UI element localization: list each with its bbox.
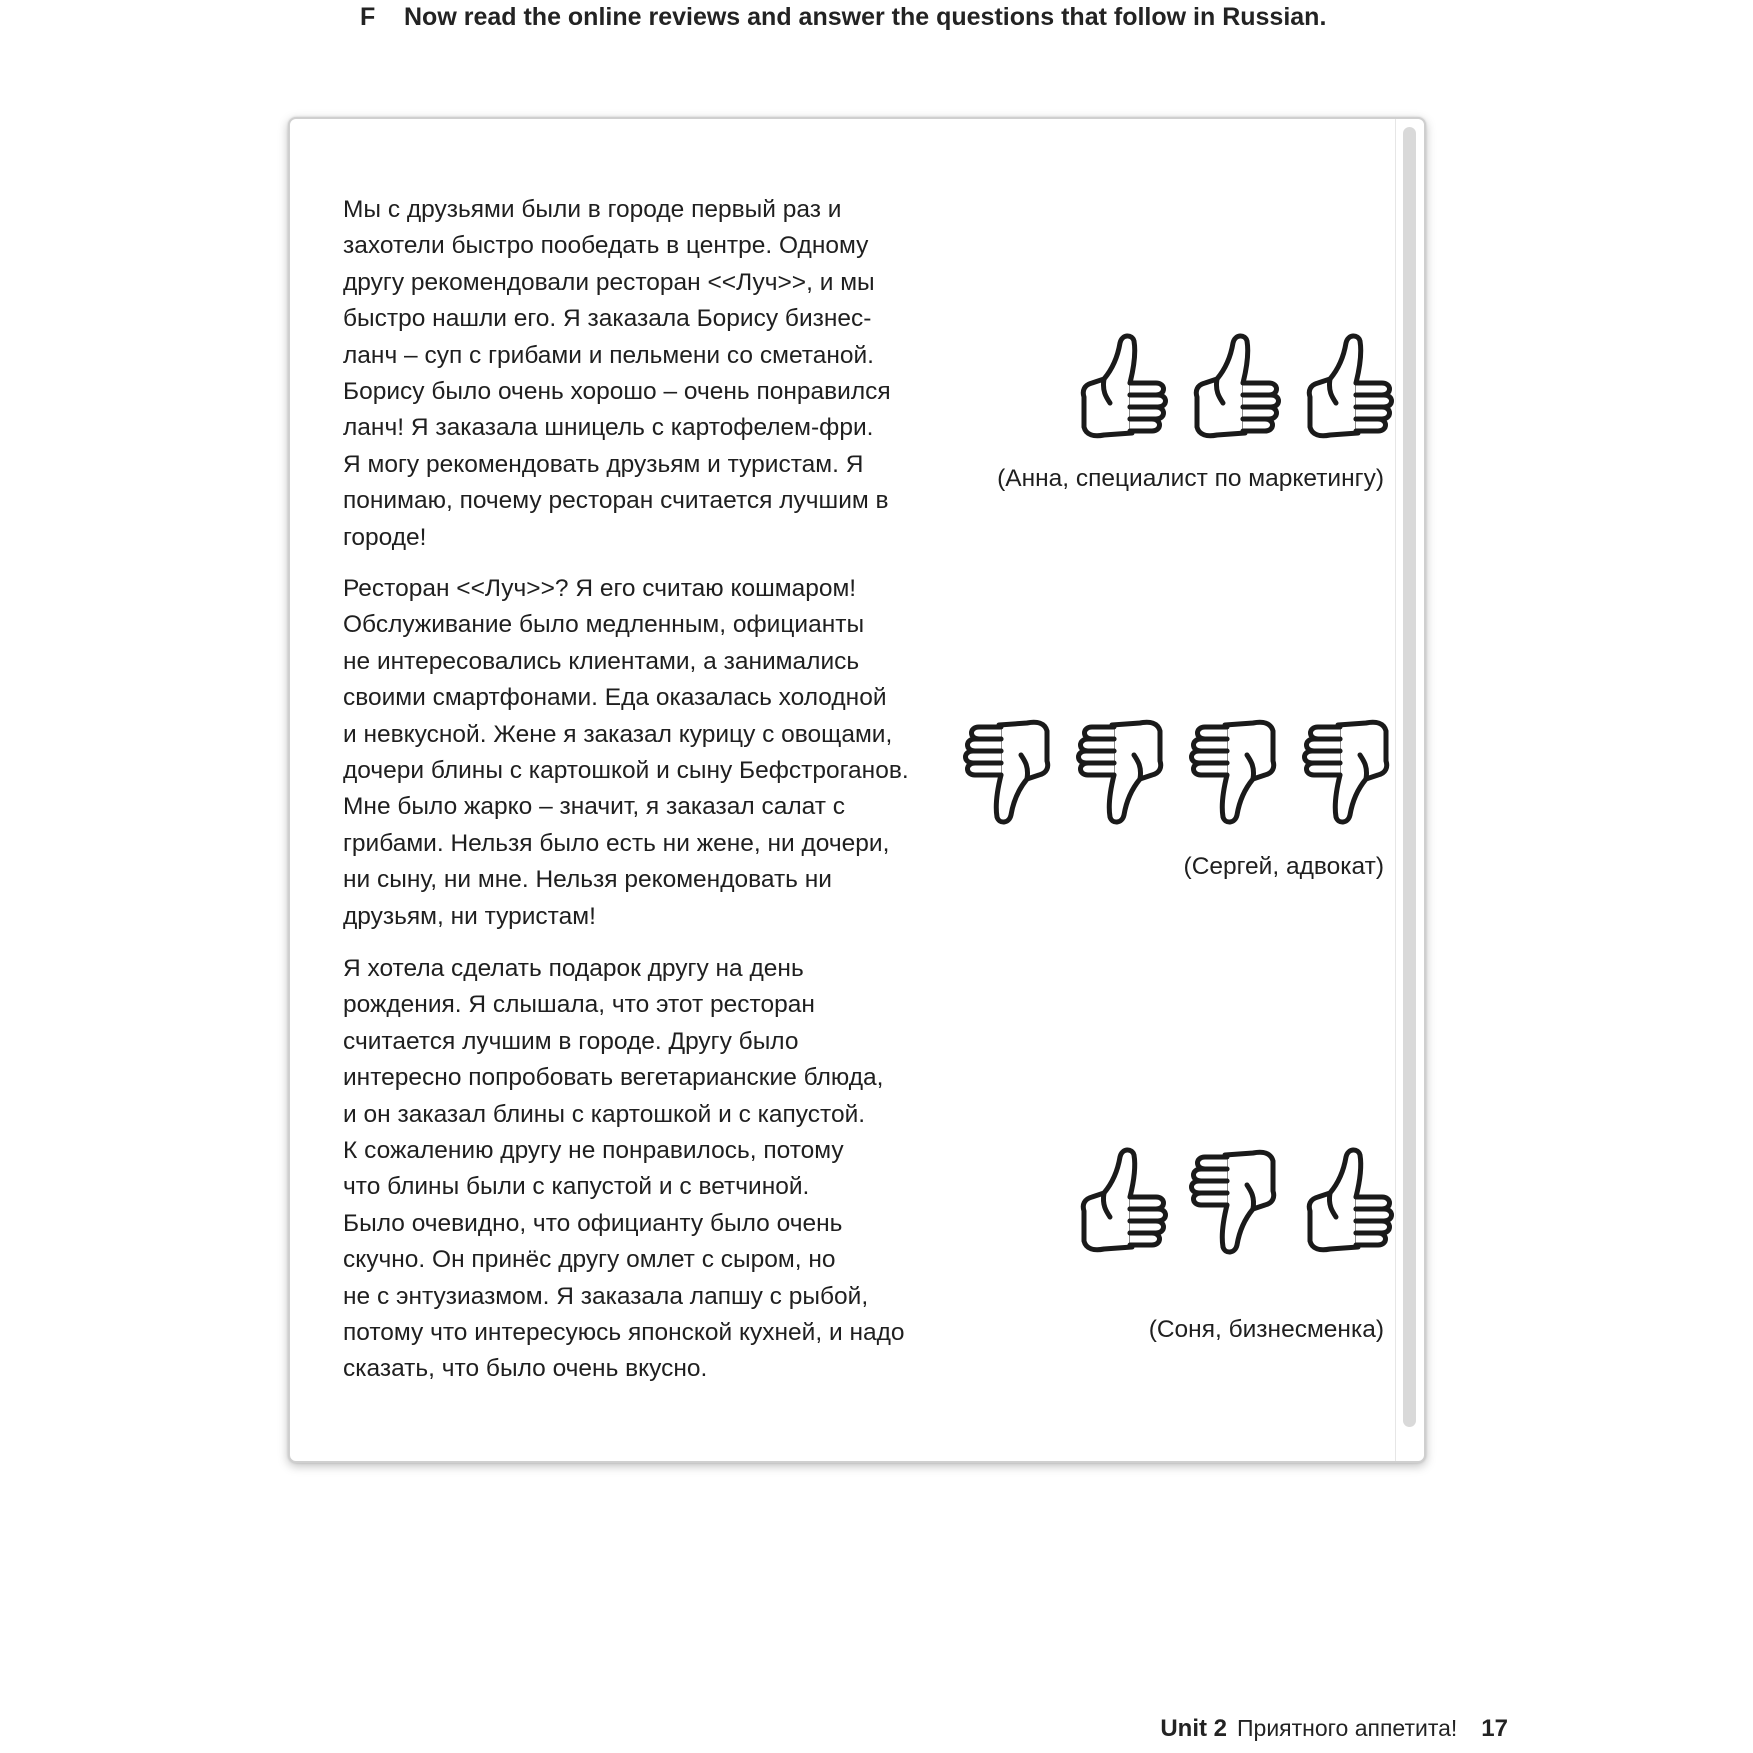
thumbs-down-icon bbox=[961, 715, 1057, 827]
thumbs-up-icon bbox=[1074, 1145, 1170, 1257]
review-line: ланч – суп с грибами и пельмени со сметаной. bbox=[343, 341, 874, 369]
scrollbar-thumb[interactable] bbox=[1403, 127, 1416, 1427]
review-line: К сожалению другу не понравилось, потому bbox=[343, 1137, 844, 1165]
exercise-letter: F bbox=[360, 2, 376, 31]
thumbs-up-icon bbox=[1074, 331, 1170, 443]
thumbs-down-icon bbox=[1187, 1145, 1283, 1257]
review-text-sergey bbox=[343, 571, 983, 935]
review-line: ланч! Я заказала шницель с картофелем-фри. bbox=[343, 414, 874, 442]
review-line: быстро нашли его. Я заказала Борису бизнес- bbox=[343, 305, 872, 333]
page-footer bbox=[1160, 1715, 1508, 1743]
review-text-anna bbox=[343, 192, 983, 556]
exercise-heading bbox=[360, 0, 1326, 34]
review-line: сказать, что было очень вкусно. bbox=[343, 1355, 708, 1383]
review-line: Мы с друзьями были в городе первый раз и bbox=[343, 196, 842, 223]
review-line: ни сыну, ни мне. Нельзя рекомендовать ни bbox=[343, 866, 832, 894]
review-line: понимаю, почему ресторан считается лучшим в bbox=[343, 487, 889, 515]
rating-anna bbox=[1074, 331, 1396, 443]
page-number: 17 bbox=[1481, 1715, 1508, 1742]
review-line: интересно попробовать вегетарианские блюда, bbox=[343, 1064, 884, 1092]
thumbs-up-icon bbox=[1300, 1145, 1396, 1257]
review-line: городе! bbox=[343, 523, 427, 551]
rating-sonya bbox=[1074, 1145, 1396, 1257]
review-line: Обслуживание было медленным, официанты bbox=[343, 611, 865, 639]
exercise-instruction: Now read the online reviews and answer the questions that follow in Russian. bbox=[404, 2, 1327, 31]
review-line: другу рекомендовали ресторан <<Луч>>, и мы bbox=[343, 268, 875, 296]
review-window bbox=[288, 117, 1426, 1463]
thumbs-down-icon bbox=[1074, 715, 1170, 827]
thumbs-up-icon bbox=[1187, 331, 1283, 443]
review-line: своими смартфонами. Еда оказалась холодной bbox=[343, 684, 887, 712]
review-line: и он заказал блины с картошкой и с капустой. bbox=[343, 1100, 866, 1128]
thumbs-down-icon bbox=[1187, 715, 1283, 827]
review-line: Было очевидно, что официанту было очень bbox=[343, 1209, 843, 1237]
rating-sergey bbox=[961, 715, 1396, 827]
footer-unit-title: Приятного аппетита! bbox=[1237, 1715, 1458, 1741]
review-line: не интересовались клиентами, а занимались bbox=[343, 647, 860, 675]
review-line: Ресторан <<Луч>>? Я его считаю кошмаром! bbox=[343, 575, 857, 602]
review-line: Мне было жарко – значит, я заказал салат с bbox=[343, 793, 845, 821]
scrollbar[interactable] bbox=[1395, 119, 1424, 1461]
review-line: что блины были с капустой и с ветчиной. bbox=[343, 1173, 810, 1201]
review-line: скучно. Он принёс другу омлет с сыром, но bbox=[343, 1246, 836, 1274]
review-line: дочери блины с картошкой и сыну Бефстроганов. bbox=[343, 757, 909, 785]
review-author-anna: (Анна, специалист по маркетингу) bbox=[997, 465, 1384, 492]
thumbs-up-icon bbox=[1300, 331, 1396, 443]
review-text-sonya bbox=[343, 951, 983, 1388]
review-line: потому что интересуюсь японской кухней, и надо bbox=[343, 1319, 905, 1347]
thumbs-down-icon bbox=[1300, 715, 1396, 827]
review-line: захотели быстро пообедать в центре. Одному bbox=[343, 232, 869, 260]
review-line: друзьям, ни туристам! bbox=[343, 902, 596, 930]
review-author-sonya: (Соня, бизнесменка) bbox=[1148, 1316, 1384, 1343]
review-line: считается лучшим в городе. Другу было bbox=[343, 1027, 799, 1055]
review-author-sergey: (Сергей, адвокат) bbox=[1183, 853, 1384, 880]
review-line: и невкусной. Жене я заказал курицу с овощами, bbox=[343, 720, 893, 748]
review-line: грибами. Нельзя было есть ни жене, ни дочери, bbox=[343, 829, 890, 857]
review-line: рождения. Я слышала, что этот ресторан bbox=[343, 991, 815, 1019]
review-line: Я хотела сделать подарок другу на день bbox=[343, 955, 804, 982]
review-line: Я могу рекомендовать друзьям и туристам. Я bbox=[343, 450, 864, 478]
review-line: не с энтузиазмом. Я заказала лапшу с рыбой, bbox=[343, 1282, 869, 1310]
review-line: Борису было очень хорошо – очень понравился bbox=[343, 378, 891, 406]
footer-unit-label: Unit 2 bbox=[1160, 1715, 1227, 1742]
